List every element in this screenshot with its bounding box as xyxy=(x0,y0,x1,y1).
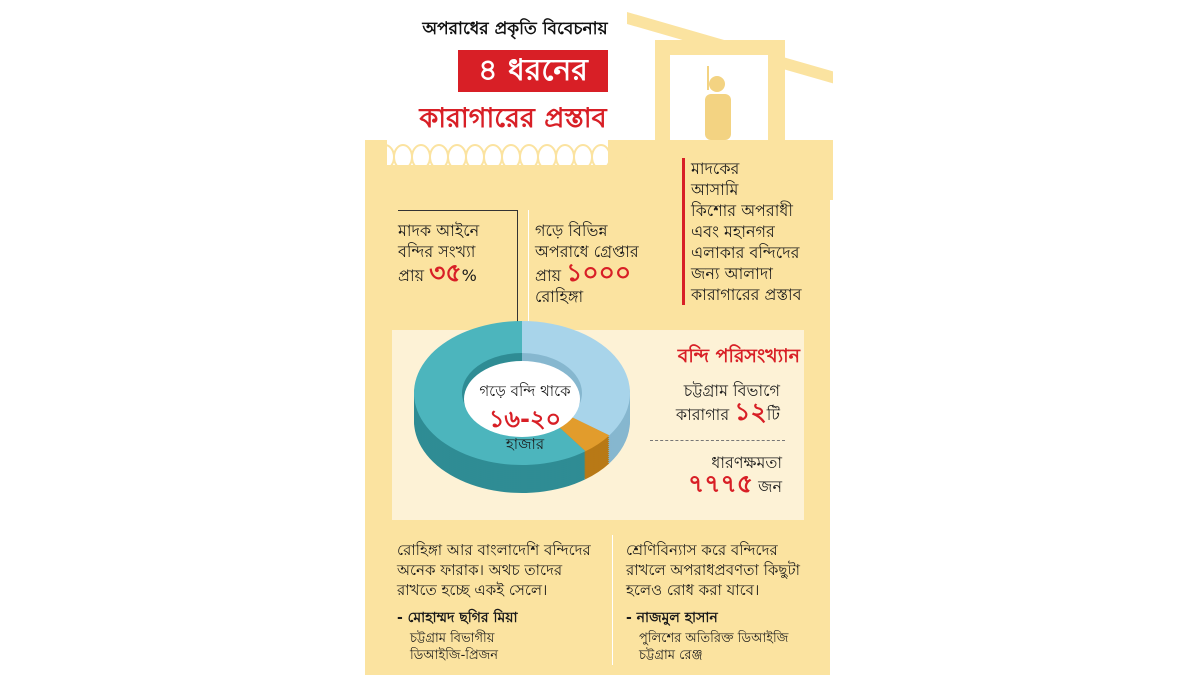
stats-capacity-unit: জন xyxy=(758,477,782,496)
quote-role: চট্টগ্রাম রেঞ্জ xyxy=(639,648,703,663)
quote-author: - নাজমুল হাসান xyxy=(626,610,718,626)
quote-1 xyxy=(397,540,612,664)
side-note-line: মাদকের xyxy=(691,159,740,178)
callout-drug-line1: মাদক আইনে xyxy=(398,221,480,240)
quote-author: - মোহাম্মদ ছগির মিয়া xyxy=(397,610,518,626)
side-note xyxy=(682,158,841,305)
callout-drug-suffix: % xyxy=(461,266,477,285)
callout-rohingya-line4: রোহিঙ্গা xyxy=(535,287,584,306)
quote-role: চট্টগ্রাম বিভাগীয় xyxy=(410,631,495,646)
side-note-line: এবং মহানগর xyxy=(691,222,775,241)
stats-division-prefix: কারাগার xyxy=(675,405,730,424)
quote-text-line: অনেক ফারাক। অথচ তাদের xyxy=(397,561,563,579)
stats-division-suffix: টি xyxy=(766,405,780,424)
side-note-line: জন্য আলাদা xyxy=(691,264,773,283)
side-note-line: এলাকার বন্দিদের xyxy=(691,243,800,262)
quote-2 xyxy=(626,540,826,664)
callout-rohingya-leader xyxy=(528,210,529,328)
quote-text-line: রাখলে অপরাধপ্রবণতা কিছুটা xyxy=(626,561,800,579)
center-line3: হাজার xyxy=(505,435,545,453)
stats-capacity-value: ৭৭৭৫ xyxy=(688,469,754,498)
callout-rohingya-line3 xyxy=(535,258,665,287)
callout-drug-leader xyxy=(398,210,518,211)
side-note-line: কিশোর অপরাধী xyxy=(691,201,793,220)
quote-text-line: রাখতে হচ্ছে একই সেলে। xyxy=(397,581,548,599)
stats-capacity xyxy=(650,452,782,497)
quote-text-line: রোহিঙ্গা আর বাংলাদেশি বন্দিদের xyxy=(397,541,591,559)
side-note-line: আসামি xyxy=(691,180,739,199)
title-line3: কারাগারের প্রস্তাব xyxy=(419,103,607,134)
quote-role: পুলিশের অতিরিক্ত ডিআইজি xyxy=(639,631,789,646)
callout-drug-value: ৩৫ xyxy=(429,258,462,287)
callout-rohingya xyxy=(535,220,665,307)
callout-drug xyxy=(398,220,518,286)
center-value: ১৬-২০ xyxy=(488,405,562,433)
quote-text-line: হলেও রোধ করা যাবে। xyxy=(626,581,760,599)
stats-heading: বন্দি পরিসংখ্যান xyxy=(677,345,800,367)
stats-capacity-line2 xyxy=(650,469,782,498)
side-note-line: কারাগারের প্রস্তাব xyxy=(691,285,802,304)
callout-rohingya-line2: অপরাধে গ্রেপ্তার xyxy=(535,242,639,261)
title-line1: অপরাধের প্রকৃতি বিবেচনায় xyxy=(422,19,608,39)
quote-role: ডিআইজি-প্রিজন xyxy=(410,648,499,663)
callout-drug-prefix: প্রায় xyxy=(398,266,425,285)
center-line1: গড়ে বন্দি থাকে xyxy=(479,382,571,400)
quote-text-line: শ্রেণিবিন্যাস করে বন্দিদের xyxy=(626,541,778,559)
callout-drug-line3 xyxy=(398,258,518,287)
callout-drug-line2: বন্দির সংখ্যা xyxy=(398,242,476,261)
callout-rohingya-line1: গড়ে বিভিন্ন xyxy=(535,221,608,240)
callout-rohingya-value: ১০০০ xyxy=(566,258,632,287)
quotes-divider xyxy=(612,535,613,665)
donut-center-label xyxy=(450,380,600,458)
stats-capacity-label: ধারণক্ষমতা xyxy=(711,453,782,472)
callout-rohingya-prefix: প্রায় xyxy=(535,266,562,285)
stats-division-value: ১২ xyxy=(734,397,767,426)
stats-division-line2 xyxy=(650,397,780,426)
title-highlight: ৪ ধরনের xyxy=(458,50,608,92)
stats-division xyxy=(650,380,780,425)
stats-divider xyxy=(650,440,785,441)
stats-division-line1: চট্টগ্রাম বিভাগে xyxy=(683,381,780,400)
